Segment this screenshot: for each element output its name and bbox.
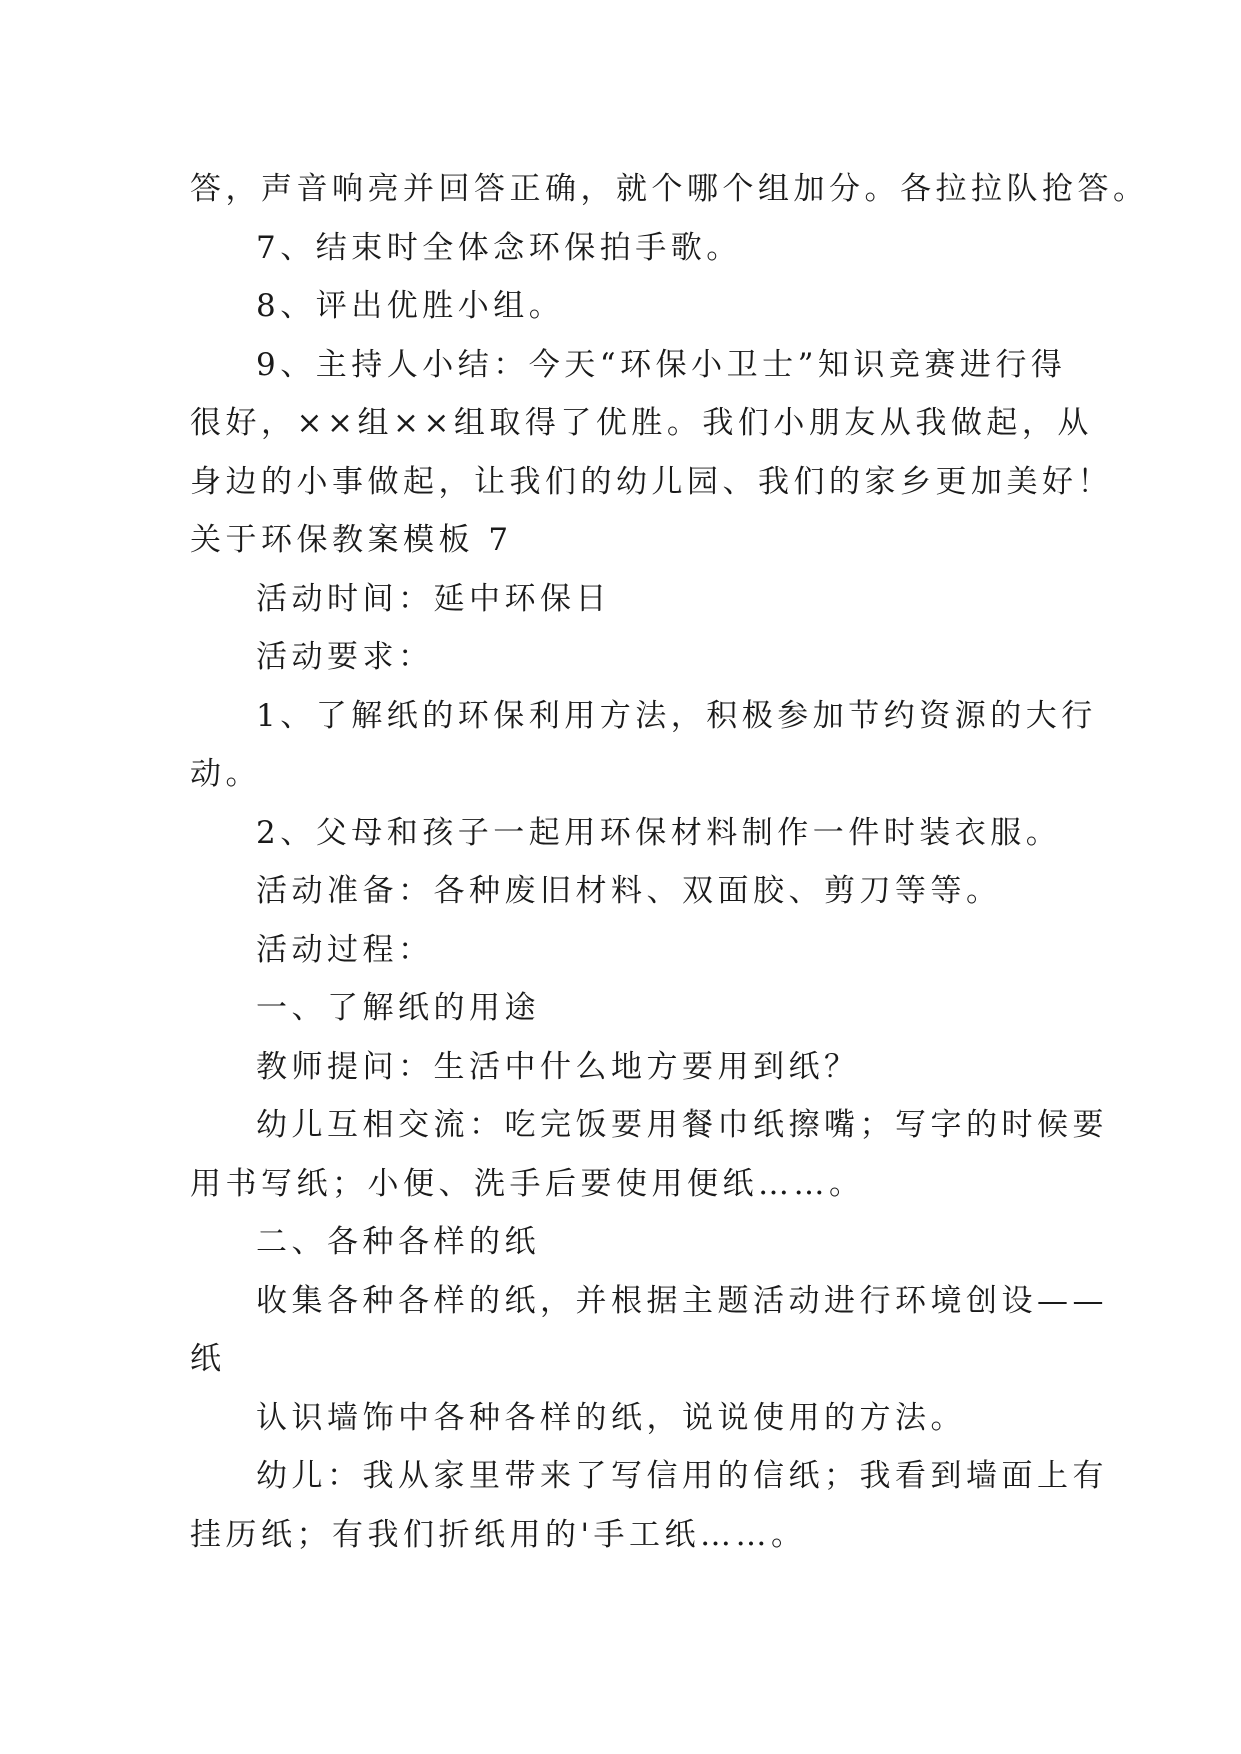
text-line: 认识墙饰中各种各样的纸，说说使用的方法。 xyxy=(256,1399,966,1436)
text-line: 答，声音响亮并回答正确，就个哪个组加分。各拉拉队抢答。 xyxy=(190,171,1149,207)
text-line: 7、结束时全体念环保拍手歌。 xyxy=(256,229,742,266)
text-line: 9、主持人小结：今天“环保小卫士”知识竞赛进行得 xyxy=(256,346,1067,383)
section-heading: 关于环保教案模板 7 xyxy=(190,522,513,558)
text-line: 2、父母和孩子一起用环保材料制作一件时装衣服。 xyxy=(256,814,1062,851)
text-line: 活动时间：延中环保日 xyxy=(256,580,611,617)
text-line: 一、了解纸的用途 xyxy=(256,990,540,1026)
text-line: 身边的小事做起，让我们的幼儿园、我们的家乡更加美好！ xyxy=(190,463,1113,500)
text-line: 1、了解纸的环保利用方法，积极参加节约资源的大行 xyxy=(256,697,1097,734)
text-line: 纸 xyxy=(190,1341,226,1377)
text-line: 活动过程： xyxy=(256,931,434,968)
text-line: 8、评出优胜小组。 xyxy=(256,288,565,324)
text-line: 幼儿：我从家里带来了写信用的信纸；我看到墙面上有 xyxy=(256,1458,1108,1494)
text-line: 活动准备：各种废旧材料、双面胶、剪刀等等。 xyxy=(256,873,1002,909)
document-body xyxy=(190,160,1149,1564)
text-line: 用书写纸；小便、洗手后要使用便纸……。 xyxy=(190,1165,865,1202)
text-line: 教师提问：生活中什么地方要用到纸？ xyxy=(256,1048,860,1085)
text-line: 挂历纸；有我们折纸用的'手工纸……。 xyxy=(190,1516,807,1553)
text-line: 二、各种各样的纸 xyxy=(256,1224,540,1260)
text-line: 活动要求： xyxy=(256,639,434,675)
text-line: 很好，××组××组取得了优胜。我们小朋友从我做起，从 xyxy=(190,405,1093,441)
text-line: 收集各种各样的纸，并根据主题活动进行环境创设—— xyxy=(256,1282,1108,1319)
text-line: 幼儿互相交流：吃完饭要用餐巾纸擦嘴；写字的时候要 xyxy=(256,1107,1108,1143)
text-line: 动。 xyxy=(190,756,261,792)
